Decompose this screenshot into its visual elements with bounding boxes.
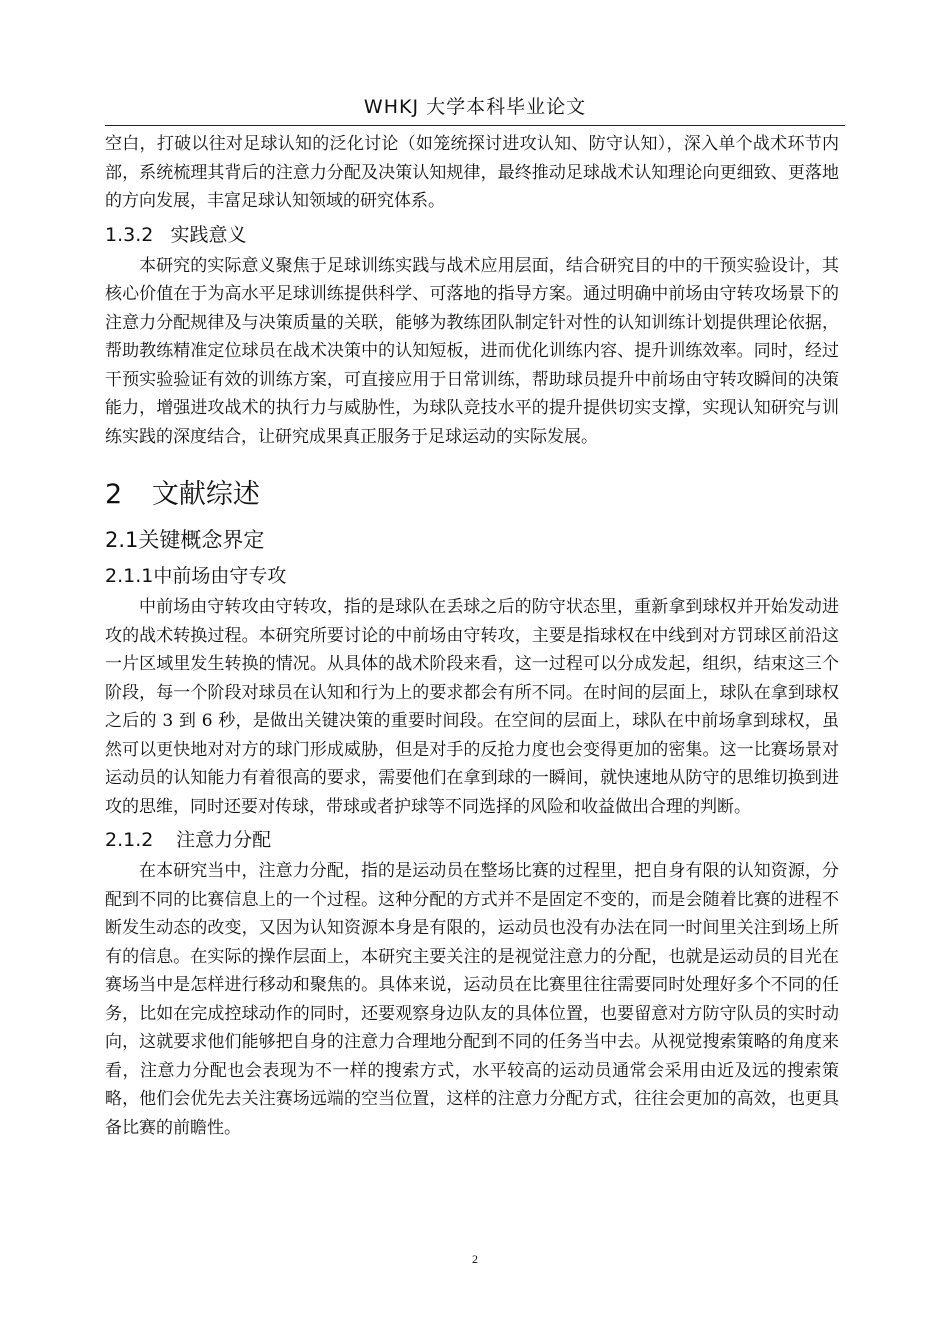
chapter-title: 文献综述 xyxy=(151,479,260,510)
practical-significance-paragraph: 本研究的实际意义聚焦于足球训练实践与战术应用层面，结合研究目的中的干预实验设计，其核心价值在于为高水平足球训练提供科学、可落地的指导方案。通过明确中前场由守转攻场景下的注意力分配规律及与决策质量的关联，能够为教练团队制定针对性的认知训练计划提供理论依据，帮助教练精准定位球员在战术决策中的认知短板，进而优化训练内容、提升训练效率。同时，经过干预实验验证有效的训练方案，可直接应用于日常训练，帮助球员提升中前场由守转攻瞬间的决策能力，增强进攻战术的执行力与威胁性，为球队竞技水平的提升提供切实支撑，实现认知研究与训练实践的深度结合，让研究成果真正服务于足球运动的实际发展。 xyxy=(105,255,839,447)
page-body xyxy=(105,130,839,1142)
section-number: 2.1.2 xyxy=(105,829,154,851)
section-number: 1.3.2 xyxy=(105,223,154,246)
section-title: 实践意义 xyxy=(170,223,247,246)
section-title: 注意力分配 xyxy=(176,829,272,851)
section-heading-2-1-1: 2.1.1中前场由守专攻 xyxy=(105,565,287,587)
attention-allocation-paragraph: 在本研究当中，注意力分配，指的是运动员在整场比赛的过程里，把自身有限的认知资源，分配到不同的比赛信息上的一个过程。这种分配的方式并不是固定不变的，而是会随着比赛的进程不断发生动态的改变，又因为认知资源本身是有限的，运动员也没有办法在同一时间里关注到场上所有的信息。在实际的操作层面上，本研究主要关注的是视觉注意力的分配，也就是运动员的目光在赛场当中是怎样进行移动和聚焦的。具体来说，运动员在比赛里往往需要同时处理好多个不同的任务，比如在完成控球动作的同时，还要观察身边队友的具体位置，也要留意对方防守队员的实时动向，这就要求他们能够把自身的注意力合理地分配到不同的任务当中去。从视觉搜索策略的角度来看，注意力分配也会表现为不一样的搜索方式，水平较高的运动员通常会采用由近及远的搜索策略，他们会优先去关注赛场远端的空当位置，这样的注意力分配方式，往往会更加的高效，也更具备比赛的前瞻性。 xyxy=(105,861,839,1138)
section-heading-1-3-2 xyxy=(105,220,839,250)
running-header: WHKJ 大学本科毕业论文 xyxy=(363,96,587,118)
page-number: 2 xyxy=(472,1252,478,1266)
transition-definition-paragraph: 中前场由守转攻由守转攻，指的是球队在丢球之后的防守状态里，重新拿到球权并开始发动进攻的战术转换过程。本研究所要讨论的中前场由守转攻，主要是指球权在中线到对方罚球区前沿这一片区域里发生转换的情况。从具体的战术阶段来看，这一过程可以分成发起，组织，结束这三个阶段，每一个阶段对球员在认知和行为上的要求都会有所不同。在时间的层面上，球队在拿到球权之后的 3 到 6 秒，是做出关键决策的重要时间段。在空间的层面上，球队在中前场拿到球权，虽然可以更快地对对方的球门形成威胁，但是对手的反抢力度也会变得更加的密集。这一比赛场景对运动员的认知能力有着很高的要求，需要他们在拿到球的一瞬间，就快速地从防守的思维切换到进攻的思维，同时还要对传球，带球或者护球等不同选择的风险和收益做出合理的判断。 xyxy=(105,597,839,817)
header-divider xyxy=(105,125,845,126)
chapter-number: 2 xyxy=(105,479,123,510)
section-heading-2-1-2 xyxy=(105,825,839,855)
section-heading-2-1: 2.1关键概念界定 xyxy=(105,528,265,552)
continued-paragraph: 空白，打破以往对足球认知的泛化讨论（如笼统探讨进攻认知、防守认知），深入单个战术环节内部，系统梳理其背后的注意力分配及决策认知规律，最终推动足球战术认知理论向更细致、更落地的方向发展，丰富足球认知领域的研究体系。 xyxy=(105,134,839,211)
chapter-heading-2 xyxy=(105,475,839,515)
